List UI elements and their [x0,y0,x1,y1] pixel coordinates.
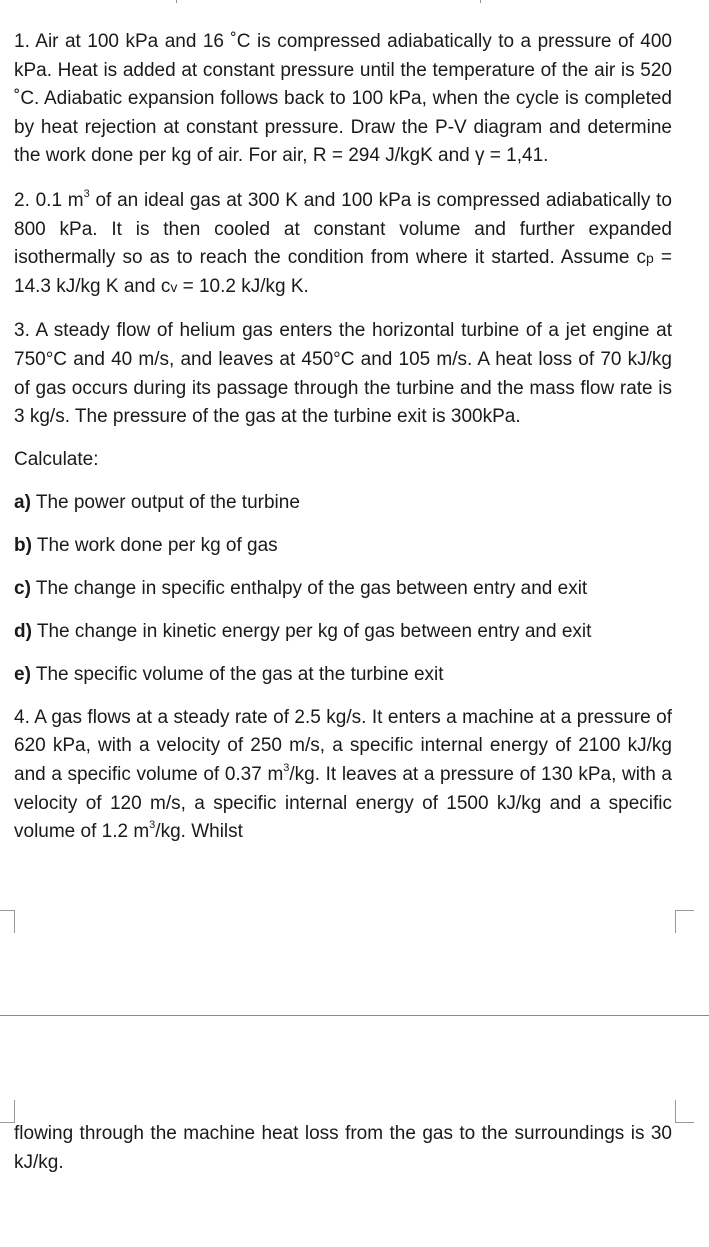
question-2 [14,187,672,301]
list-item-a [14,489,672,517]
question-2-pre: 2. 0.1 m [14,189,84,211]
crop-mark-top-left [0,910,15,933]
question-3: 3. A steady flow of helium gas enters the horizontal turbine of a jet engine at 750°C and 40 m/s, and leaves at 450°C and 105 m/s. A heat loss of 70 kJ/kg of gas occurs during its passage through the turbine and the mass flow rate is 3 kg/s. The pressure of the gas at the turbine exit is 300kPa. [14,320,672,428]
question-4-part1: 4. A gas flows at a steady rate of 2.5 kg/s. It enters a machine at a pressure of 620 kPa, with a velocity of 250 m/s, a specific internal energy of 2100 kJ/kg and a specific volume of 0.37 m [14,706,672,785]
question-4 [14,704,672,847]
top-tick-right [480,0,481,3]
item-label: c) [14,577,31,599]
page-break-divider [0,1015,709,1016]
cv-subscript: v [170,278,178,295]
question-2-end: = 10.2 kJ/kg K. [177,275,309,297]
item-label: a) [14,491,31,513]
crop-mark-top-right [675,910,694,933]
question-1: 1. Air at 100 kPa and 16 ˚C is compressed adiabatically to a pressure of 400 kPa. Heat is added at constant pressure until the temperature of the air is 520 ˚C. Adiabatic expansion follows back to 100 kPa, when the cycle is completed by heat rejection at constant pressure. Draw the P-V diagram and determine the work done per kg of air. For air, R = 294 J/kgK and γ = 1,41. [14,31,672,167]
item-text: The power output of the turbine [30,491,300,513]
item-label: d) [14,620,32,642]
question-4-part3: /kg. Whilst [155,821,243,843]
question-2-post: of an ideal gas at 300 K and 100 kPa is compressed adiabatically to 800 kPa. It is then cooled at constant volume and further expanded isothermally so as to reach the condition from where it started. Assume c [14,189,672,269]
document-page-2 [14,1120,672,1177]
document-page-1 [14,28,672,863]
item-label: b) [14,534,32,556]
crop-mark-bottom-left [0,1100,15,1123]
item-text: The change in specific enthalpy of the gas between entry and exit [30,577,588,599]
item-label: e) [14,663,31,685]
question-4-sup1: 3 [283,761,290,774]
question-4-continued: flowing through the machine heat loss from the gas to the surroundings is 30 kJ/kg. [14,1123,672,1173]
list-item-c [14,575,672,603]
top-tick-left [176,0,177,3]
question-4-part2: /kg. It leaves at a pressure of 130 kPa, with a velocity of 120 m/s, a specific internal energy of 1500 kJ/kg and a specific volume of 1.2 m [14,763,672,843]
cp-subscript: p [646,250,654,267]
item-text: The specific volume of the gas at the turbine exit [30,663,444,685]
top-page-marks [0,0,709,4]
item-text: The work done per kg of gas [31,534,278,556]
crop-mark-bottom-right [675,1100,694,1123]
question-2-sup: 3 [83,187,90,200]
list-item-b [14,532,672,560]
list-item-e [14,661,672,689]
item-text: The change in kinetic energy per kg of gas between entry and exit [31,620,592,642]
list-item-d [14,618,672,646]
calculate-heading: Calculate: [14,448,99,470]
question-2-mid: = 14.3 kJ/kg K and c [14,247,673,297]
question-4-sup2: 3 [149,818,156,831]
